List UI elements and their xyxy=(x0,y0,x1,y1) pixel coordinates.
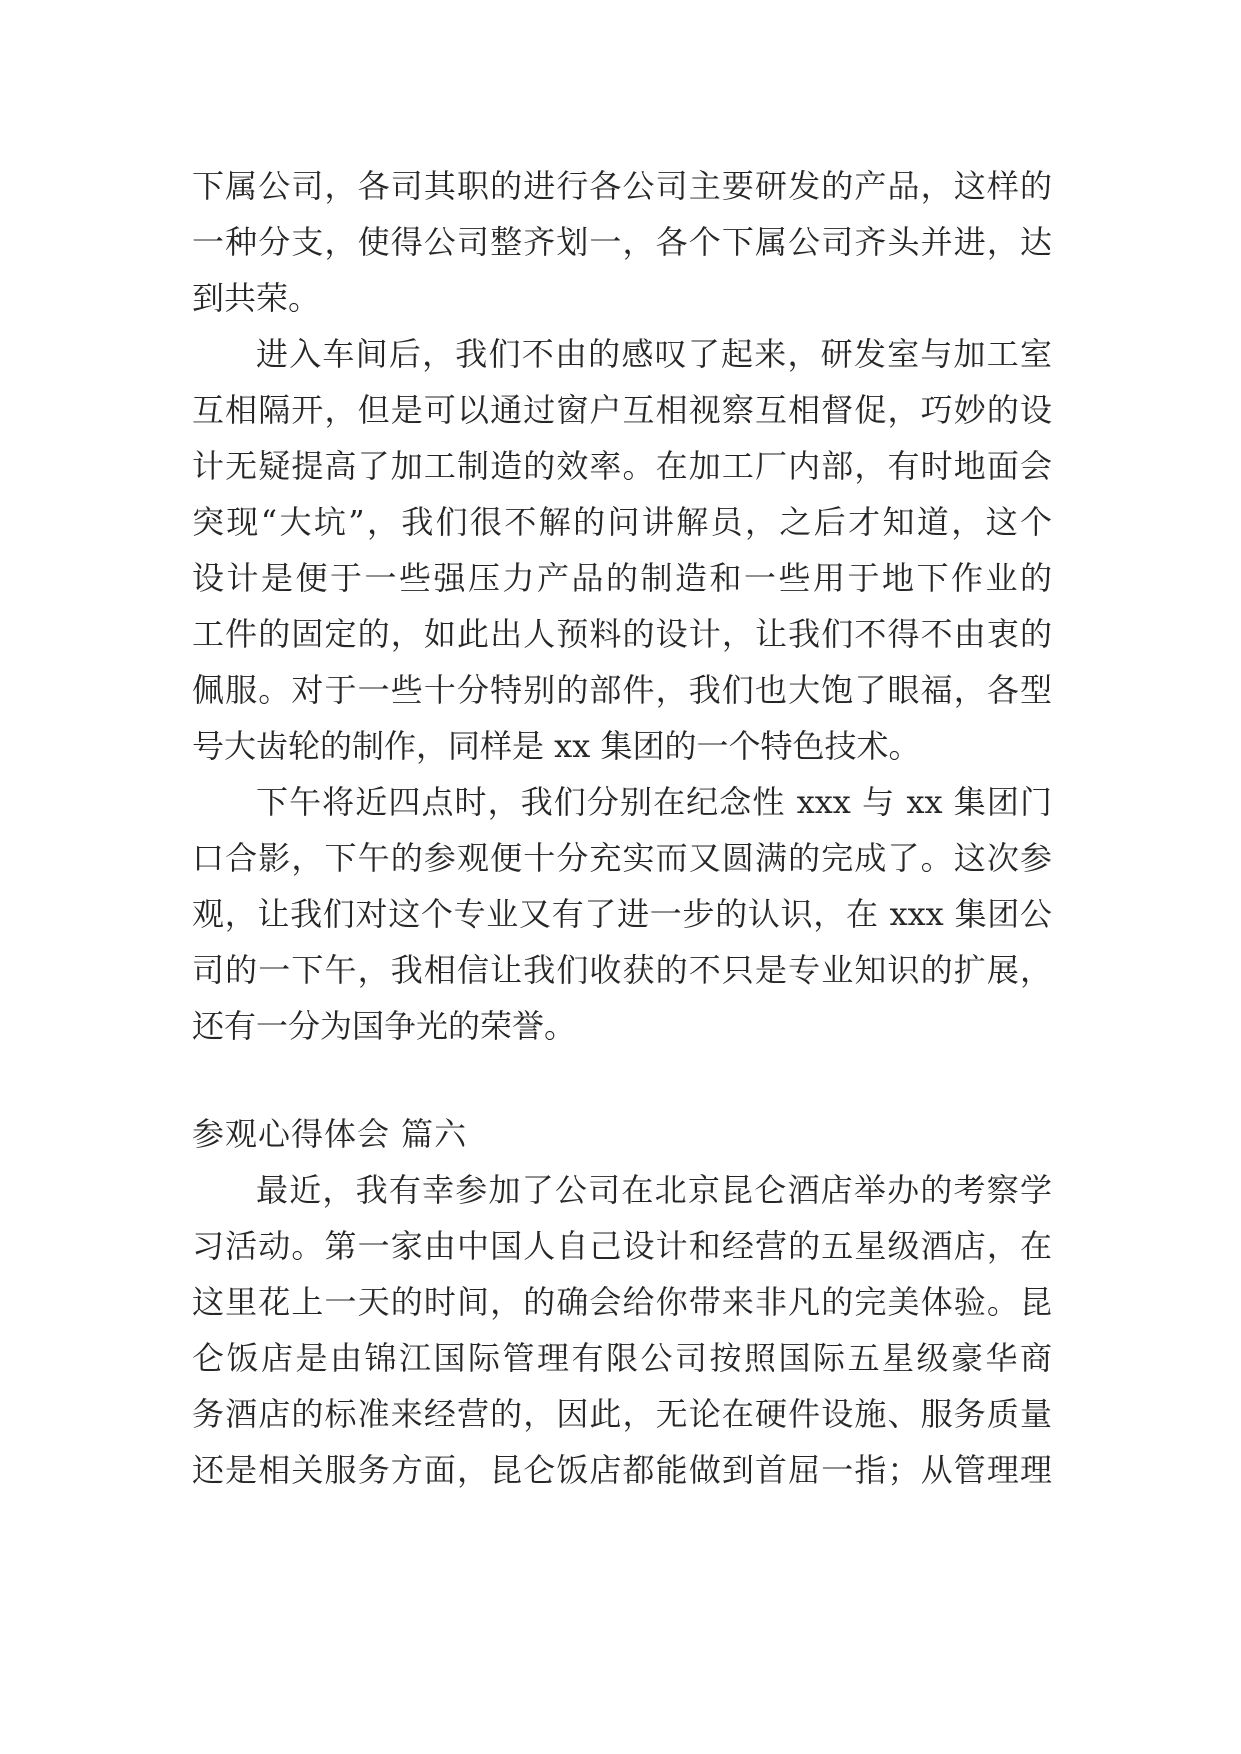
text-line: 突现“大坑”，我们很不解的问讲解员，之后才知道，这个 xyxy=(192,503,1052,541)
text-line: 设计是便于一些强压力产品的制造和一些用于地下作业的 xyxy=(192,559,1052,597)
text-line: 下属公司，各司其职的进行各公司主要研发的产品，这样的 xyxy=(192,167,1052,205)
section-heading-text: 参观心得体会 篇六 xyxy=(192,1115,468,1153)
text-line: 仑饭店是由锦江国际管理有限公司按照国际五星级豪华商 xyxy=(192,1339,1052,1377)
section-gap xyxy=(192,1054,1052,1106)
paragraph xyxy=(192,774,1052,1054)
text-line: 这里花上一天的时间，的确会给你带来非凡的完美体验。昆 xyxy=(192,1283,1052,1321)
paragraph xyxy=(192,326,1052,774)
text-line: 号大齿轮的制作，同样是 xx 集团的一个特色技术。 xyxy=(192,727,921,765)
paragraph xyxy=(192,158,1052,326)
text-line: 工件的固定的，如此出人预料的设计，让我们不得不由衷的 xyxy=(192,615,1052,653)
text-line: 口合影，下午的参观便十分充实而又圆满的完成了。这次参 xyxy=(192,839,1052,877)
text-line: 务酒店的标准来经营的，因此，无论在硬件设施、服务质量 xyxy=(192,1395,1052,1433)
text-line: 司的一下午，我相信让我们收获的不只是专业知识的扩展， xyxy=(192,951,1052,989)
text-line: 观，让我们对这个专业又有了进一步的认识，在 xxx 集团公 xyxy=(192,895,1052,933)
text-line: 互相隔开，但是可以通过窗户互相视察互相督促，巧妙的设 xyxy=(192,391,1052,429)
text-line: 还有一分为国争光的荣誉。 xyxy=(192,1007,577,1045)
text-line: 习活动。第一家由中国人自己设计和经营的五星级酒店，在 xyxy=(192,1227,1052,1265)
text-line: 进入车间后，我们不由的感叹了起来，研发室与加工室 xyxy=(256,335,1052,373)
document-body xyxy=(192,158,1052,1498)
text-line: 最近，我有幸参加了公司在北京昆仑酒店举办的考察学 xyxy=(256,1171,1052,1209)
text-line: 计无疑提高了加工制造的效率。在加工厂内部，有时地面会 xyxy=(192,447,1052,485)
text-line: 下午将近四点时，我们分别在纪念性 xxx 与 xx 集团门 xyxy=(256,783,1052,821)
text-line: 还是相关服务方面，昆仑饭店都能做到首屈一指；从管理理 xyxy=(192,1451,1052,1489)
text-line: 到共荣。 xyxy=(192,279,321,317)
text-line: 佩服。对于一些十分特别的部件，我们也大饱了眼福，各型 xyxy=(192,671,1052,709)
paragraph xyxy=(192,1162,1052,1498)
text-line: 一种分支，使得公司整齐划一，各个下属公司齐头并进，达 xyxy=(192,223,1052,261)
section-heading xyxy=(192,1106,1052,1162)
